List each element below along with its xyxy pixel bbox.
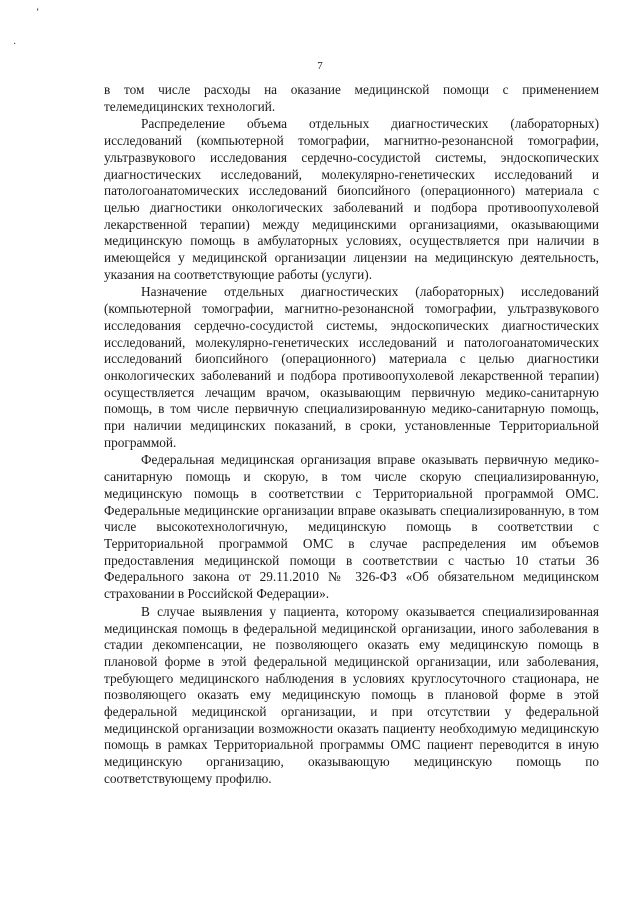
paragraph-diagnostics-distribution: Распределение объема отдельных диагностических (лабораторных) исследований (компьютерной томографии, магнитно-резонансной томографии, ультразвукового исследования сердечно-сосудистой системы, эндоскопических диагностических исследований, молекулярно-генетических исследований и патологоанатомических исследований биопсийного (операционного) материала с целью диагностики онкологических заболеваний и подбора противоопухолевой лекарственной терапии) между медицинскими организациями, оказывающими медицинскую помощь в амбулаторных условиях, осуществляется при наличии в имеющейся у медицинской организации лицензии на медицинскую деятельность, указания на соответствующие работы (услуги). (104, 116, 599, 282)
page-number: 7 (317, 60, 323, 72)
paragraph-patient-transfer: В случае выявления у пациента, которому оказывается специализированная медицинская помощь в федеральной медицинской организации, иного заболевания в стадии декомпенсации, не позволяющего оказать ему медицинскую помощь в плановой форме в этой федеральной медицинской организации, или заболевания, требующего медицинского наблюдения в условиях круглосуточного стационара, не позволяющего оказать ему медицинскую помощь в плановой форме в этой федеральной медицинской организации, и при отсутствии у федеральной медицинской организации возможности оказать пациенту необходимую медицинскую помощь в рамках Территориальной программы ОМС пациент переводится в иную медицинскую организацию, оказывающую медицинскую помощь по соответствующему профилю. (104, 603, 599, 786)
margin-mark: ‘ (36, 7, 40, 18)
document-body (104, 82, 599, 789)
margin-mark: · (13, 39, 17, 50)
paragraph-diagnostics-assignment: Назначение отдельных диагностических (лабораторных) исследований (компьютерной томографии, магнитно-резонансной томографии, ультразвукового исследования сердечно-сосудистой системы, эндоскопических диагностических исследований, молекулярно-генетических исследований и патологоанатомических исследований биопсийного (операционного) материала с целью диагностики онкологических заболеваний и подбора противоопухолевой лекарственной терапии) осуществляется лечащим врачом, оказывающим первичную медико-санитарную помощь, в том числе первичную специализированную медико-санитарную помощь, при наличии медицинских показаний, в сроки, установленные Территориальной программой. (104, 284, 599, 450)
paragraph-telemedicine: в том числе расходы на оказание медицинской помощи с применением телемедицинских технологий. (104, 82, 599, 114)
paragraph-federal-organization: Федеральная медицинская организация вправе оказывать первичную медико-санитарную помощь и скорую, в том числе скорую специализированную, медицинскую помощь в соответствии с Территориальной программой ОМС. Федеральные медицинские организации вправе оказывать специализированную, в том числе высокотехнологичную, медицинскую помощь в соответствии с Территориальной программой ОМС в случае распределения им объемов предоставления медицинской помощи в соответствии с частью 10 статьи 36 Федерального закона от 29.11.2010 № 326-ФЗ «Об обязательном медицинском страховании в Российской Федерации». (104, 452, 599, 602)
